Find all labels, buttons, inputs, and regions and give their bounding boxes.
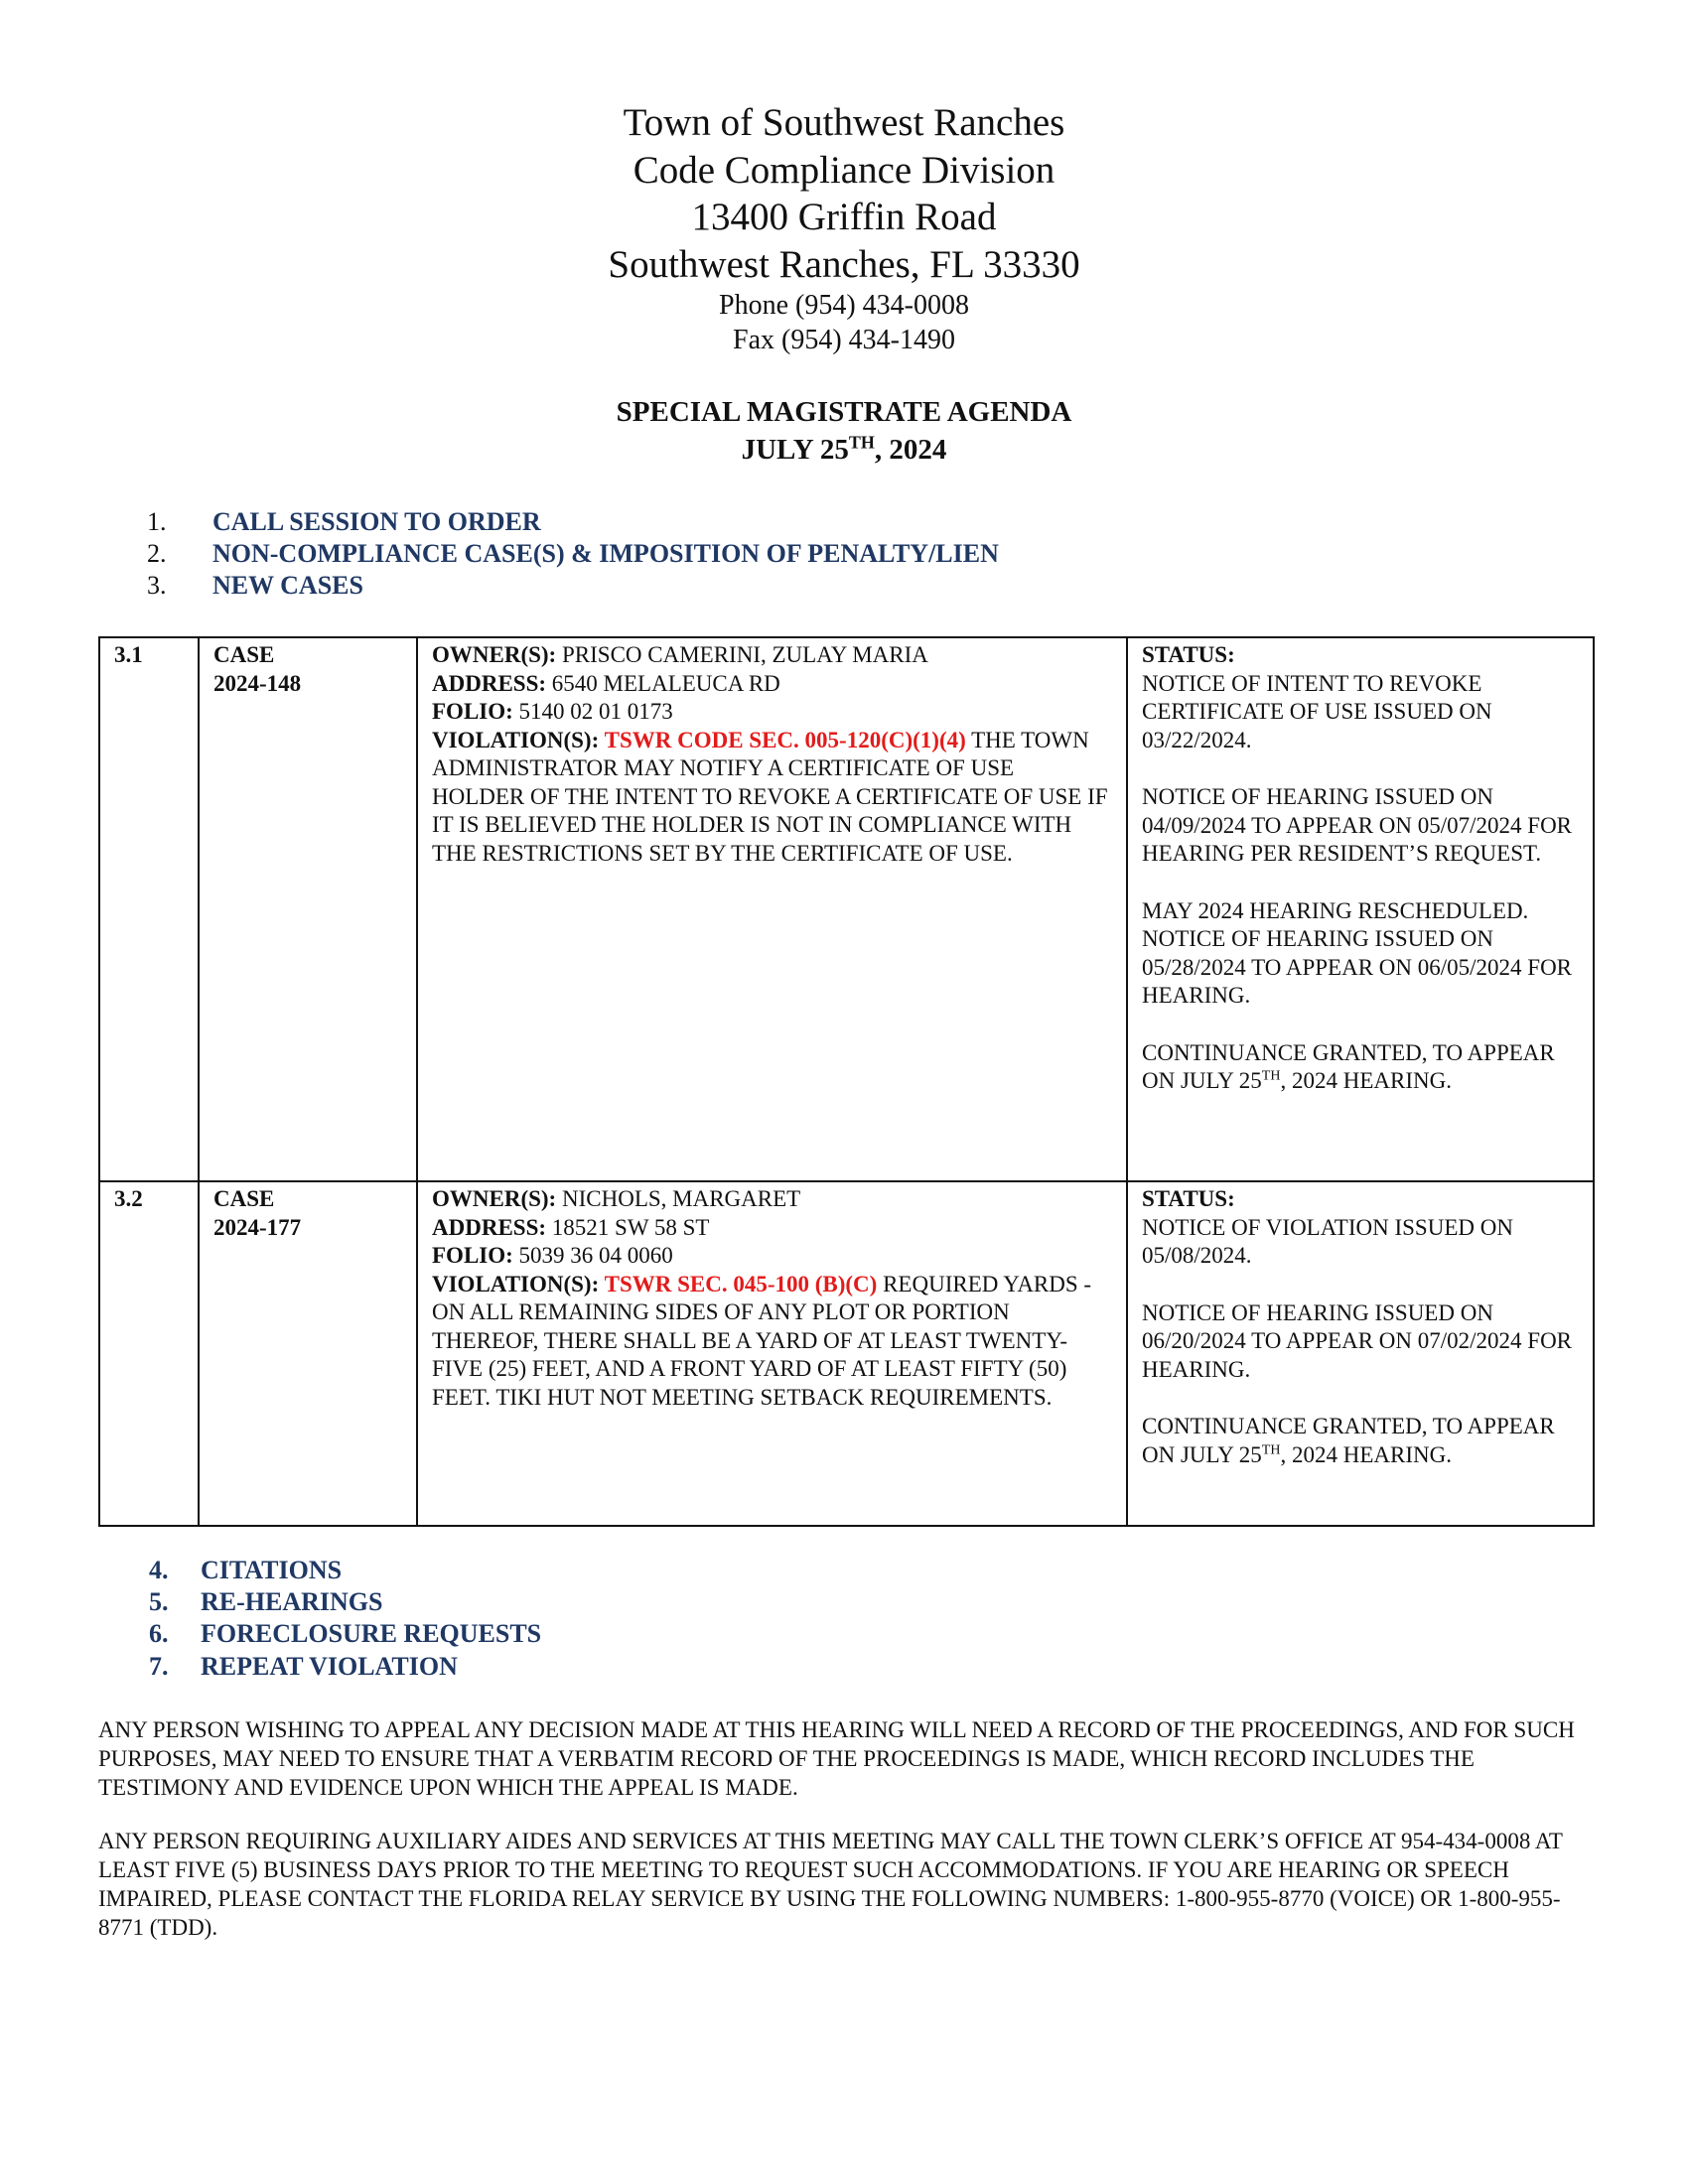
status-entry: CONTINUANCE GRANTED, TO APPEAR ON JULY 25TH, 2024 HEARING. xyxy=(1142,1039,1555,1094)
status-entry: MAY 2024 HEARING RESCHEDULED. NOTICE OF HEARING ISSUED ON 05/28/2024 TO APPEAR ON 06/05/2024 FOR HEARING. xyxy=(1142,897,1573,1009)
case-item-number: 3.1 xyxy=(99,637,199,1181)
case-details xyxy=(417,1181,1127,1526)
agenda-item: 3. NEW CASES xyxy=(147,570,363,600)
case-id: CASE 2024-148 xyxy=(199,637,417,1181)
appeal-notice: ANY PERSON WISHING TO APPEAL ANY DECISION MADE AT THIS HEARING WILL NEED A RECORD OF THE PROCEEDINGS, AND FOR SUCH PURPOSES, MAY NEED TO ENSURE THAT A VERBATIM RECORD OF THE PROCEEDINGS IS MADE, WHICH RECORD INCLUDES THE TESTIMONY AND EVIDENCE UPON WHICH THE APPEAL IS MADE. xyxy=(98,1717,1575,1800)
accommodation-notice: ANY PERSON REQUIRING AUXILIARY AIDES AND SERVICES AT THIS MEETING MAY CALL THE TOWN CLERK’S OFFICE AT 954-434-0008 AT LEAST FIVE (5) BUSINESS DAYS PRIOR TO THE MEETING TO REQUEST SUCH ACCOMMODATIONS. IF YOU ARE HEARING OR SPEECH IMPAIRED, PLEASE CONTACT THE FLORIDA RELAY SERVICE BY USING THE FOLLOWING NUMBERS: 1-800-955-8770 (VOICE) OR 1-800-955-8771 (TDD). xyxy=(98,1829,1563,1940)
agenda-title xyxy=(0,393,1688,470)
street-address: 13400 Griffin Road xyxy=(691,196,997,239)
owner-line: OWNER(S): PRISCO CAMERINI, ZULAY MARIA xyxy=(432,642,928,667)
agenda-heading: SPECIAL MAGISTRATE AGENDA xyxy=(616,396,1072,428)
agenda-list-bottom xyxy=(149,1555,541,1683)
status-entry: NOTICE OF INTENT TO REVOKE CERTIFICATE OF USE ISSUED ON 03/22/2024. xyxy=(1142,670,1492,752)
folio-line: FOLIO: 5140 02 01 0173 xyxy=(432,699,673,725)
division-name: Code Compliance Division xyxy=(633,148,1055,192)
status-entry: NOTICE OF HEARING ISSUED ON 06/20/2024 TO APPEAR ON 07/02/2024 FOR HEARING. xyxy=(1142,1299,1573,1382)
address-line: ADDRESS: 18521 SW 58 ST xyxy=(432,1214,710,1240)
agenda-item: 1. CALL SESSION TO ORDER xyxy=(147,507,541,536)
status-entry: NOTICE OF HEARING ISSUED ON 04/09/2024 TO APPEAR ON 05/07/2024 FOR HEARING PER RESIDENT’S REQUEST. xyxy=(1142,784,1573,867)
letterhead xyxy=(0,99,1688,357)
table-row xyxy=(99,1181,1594,1526)
case-number: 2024-148 xyxy=(213,670,302,696)
town-name: Town of Southwest Ranches xyxy=(623,101,1065,144)
agenda-date: JULY 25TH, 2024 xyxy=(741,432,947,467)
owner-line: OWNER(S): NICHOLS, MARGARET xyxy=(432,1186,801,1211)
case-status: STATUS: NOTICE OF INTENT TO REVOKE CERTIFICATE OF USE ISSUED ON 03/22/2024. NOTICE OF HEARING ISSUED ON 04/09/2024 TO APPEAR ON 05/07/2024 FOR HEARING PER RESIDENT’S REQUEST. MAY 2024 HEARING RESCHEDULED. NOTICE OF HEARING ISSUED ON 05/28/2024 TO APPEAR ON 06/05/2024 FOR HEARING. CONTINUANCE GRANTED, TO APPEAR ON JULY 25TH, 2024 HEARING. xyxy=(1127,637,1594,1181)
agenda-item: 7. REPEAT VIOLATION xyxy=(149,1651,458,1681)
case-item-number: 3.2 xyxy=(99,1181,199,1526)
agenda-item: 2. NON-COMPLIANCE CASE(S) & IMPOSITION OF PENALTY/LIEN xyxy=(147,538,999,568)
violation-code: TSWR SEC. 045-100 (B)(C) xyxy=(599,1271,878,1297)
status-entry: NOTICE OF VIOLATION ISSUED ON 05/08/2024. xyxy=(1142,1214,1513,1269)
fax-number: Fax (954) 434-1490 xyxy=(733,325,955,356)
status-entry: CONTINUANCE GRANTED, TO APPEAR ON JULY 25TH, 2024 HEARING. xyxy=(1142,1414,1555,1467)
case-id: CASE 2024-177 xyxy=(199,1181,417,1526)
agenda-item: 4. CITATIONS xyxy=(149,1556,343,1584)
city-state-zip: Southwest Ranches, FL 33330 xyxy=(608,242,1080,286)
cases-table xyxy=(98,636,1595,1527)
case-status: STATUS: NOTICE OF VIOLATION ISSUED ON 05/08/2024. NOTICE OF HEARING ISSUED ON 06/20/2024 TO APPEAR ON 07/02/2024 FOR HEARING. CONTINUANCE GRANTED, TO APPEAR ON JULY 25TH, 2024 HEARING. xyxy=(1127,1181,1594,1526)
case-number: 2024-177 xyxy=(213,1214,302,1240)
phone-number: Phone (954) 434-0008 xyxy=(719,290,969,322)
table-row xyxy=(99,637,1594,1181)
address-line: ADDRESS: 6540 MELALEUCA RD xyxy=(432,670,780,696)
violation-code: TSWR CODE SEC. 005-120(C)(1)(4) xyxy=(599,727,966,752)
violation-line: VIOLATION(S): TSWR SEC. 045-100 (B)(C) REQUIRED YARDS - ON ALL REMAINING SIDES OF ANY PLOT OR PORTION THEREOF, THERE SHALL BE A YARD OF AT LEAST TWENTY-FIVE (25) FEET, AND A FRONT YARD OF AT LEAST FIFTY (50) FEET. TIKI HUT NOT MEETING SETBACK REQUIREMENTS. xyxy=(432,1271,1092,1410)
agenda-item: 5. RE-HEARINGS xyxy=(149,1587,383,1617)
agenda-list-top xyxy=(147,506,999,602)
folio-line: FOLIO: 5039 36 04 0060 xyxy=(432,1243,673,1269)
violation-line: VIOLATION(S): TSWR CODE SEC. 005-120(C)(1)(4) THE TOWN ADMINISTRATOR MAY NOTIFY A CERTIFICATE OF USE HOLDER OF THE INTENT TO REVOKE A CERTIFICATE OF USE IF IT IS BELIEVED THE HOLDER IS NOT IN COMPLIANCE WITH THE RESTRICTIONS SET BY THE CERTIFICATE OF USE. xyxy=(432,727,1108,866)
case-details xyxy=(417,637,1127,1181)
agenda-item: 6. FORECLOSURE REQUESTS xyxy=(149,1619,542,1649)
